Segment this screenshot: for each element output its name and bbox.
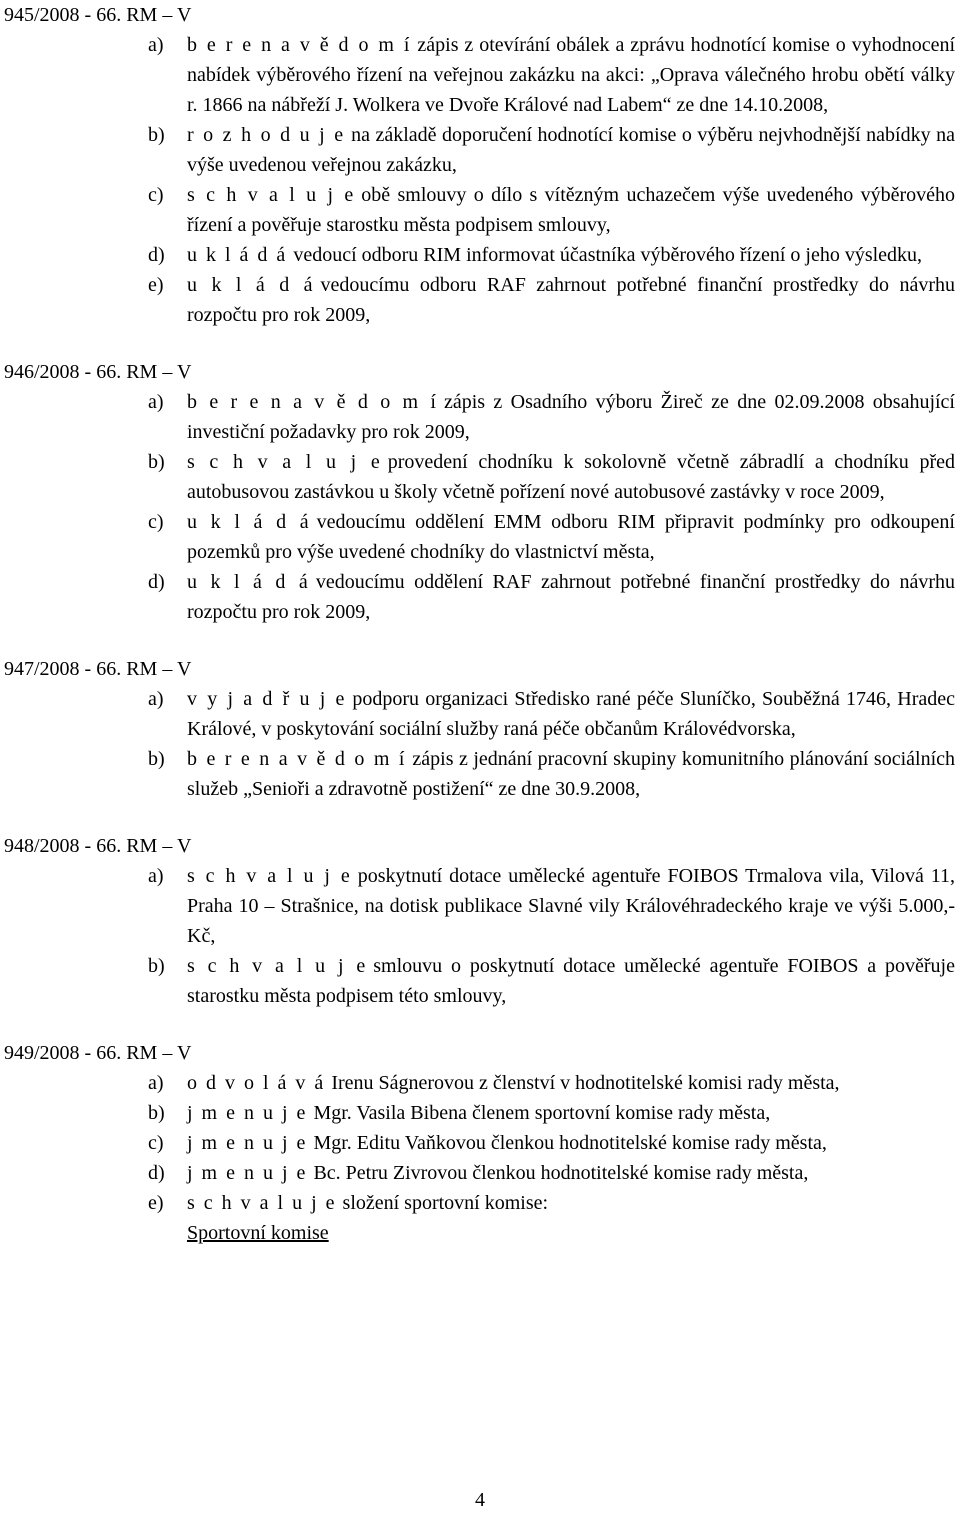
page-number: 4 <box>475 1489 485 1511</box>
resolution-item <box>0 1158 960 1188</box>
item-letter: c) <box>148 1132 164 1154</box>
item-letter: b) <box>148 1102 165 1124</box>
item-text: zápis z Osadního výboru Žireč ze dne 02.09.2008 obsahující investiční požadavky pro rok 2009, <box>187 391 955 443</box>
item-text: vedoucímu odboru RAF zahrnout potřebné finanční prostředky do návrhu rozpočtu pro rok 2009, <box>187 274 956 326</box>
item-letter: b) <box>148 124 165 146</box>
item-text: poskytnutí dotace umělecké agentuře FOIBOS Trmalova vila, Vilová 11, Praha 10 – Strašnice, na dotisk publikace Slavné vily Královéhradeckého kraje ve výši 5.000,- Kč, <box>187 865 956 947</box>
resolution-item <box>0 1068 960 1098</box>
item-verb: s c h v a l u j e <box>187 184 356 206</box>
item-letter: e) <box>148 1192 164 1214</box>
item-verb: u k l á d á <box>187 511 311 533</box>
resolution-number: 946/2008 - 66. RM – V <box>4 361 192 383</box>
item-text: na základě doporučení hodnotící komise o výběru nejvhodnější nabídky na výše uvedenou veřejnou zakázku, <box>187 124 955 176</box>
item-letter: d) <box>148 571 165 593</box>
resolution-item <box>0 1188 960 1248</box>
resolution-number: 948/2008 - 66. RM – V <box>4 835 192 857</box>
resolution-item <box>0 861 960 951</box>
item-text: Bc. Petru Zivrovou členkou hodnotitelské komise rady města, <box>313 1162 809 1184</box>
item-verb: o d v o l á v á <box>187 1072 326 1094</box>
item-verb: r o z h o d u j e <box>187 124 346 146</box>
resolution-item <box>0 387 960 447</box>
item-letter: e) <box>148 274 164 296</box>
item-letter: c) <box>148 511 164 533</box>
resolution-number: 949/2008 - 66. RM – V <box>4 1042 192 1064</box>
resolution-item <box>0 507 960 567</box>
resolution-item <box>0 270 960 330</box>
resolution-item <box>0 1128 960 1158</box>
item-text: vedoucí odboru RIM informovat účastníka výběrového řízení o jeho výsledku, <box>293 244 923 266</box>
resolution-item <box>0 180 960 240</box>
resolution-item <box>0 240 960 270</box>
item-verb: u k l á d á <box>187 244 288 266</box>
item-verb: b e r e n a v ě d o m í <box>187 34 412 56</box>
item-letter: a) <box>148 688 164 710</box>
resolution-item <box>0 567 960 627</box>
item-letter: a) <box>148 391 164 413</box>
item-letter: d) <box>148 1162 165 1184</box>
item-letter: c) <box>148 184 164 206</box>
item-text: vedoucímu oddělení EMM odboru RIM připravit podmínky pro odkoupení pozemků pro výše uvedené chodníky do vlastnictví města, <box>187 511 955 563</box>
item-text: vedoucímu oddělení RAF zahrnout potřebné finanční prostředky do návrhu rozpočtu pro rok 2009, <box>187 571 955 623</box>
item-letter: a) <box>148 1072 164 1094</box>
item-letter: b) <box>148 955 165 977</box>
item-text: Mgr. Editu Vaňkovou členkou hodnotitelské komise rady města, <box>313 1132 827 1154</box>
resolution-block <box>0 831 960 1011</box>
item-text: Mgr. Vasila Bibena členem sportovní komise rady města, <box>313 1102 771 1124</box>
item-verb: u k l á d á <box>187 571 310 593</box>
item-verb: j m e n u j e <box>187 1162 308 1184</box>
resolution-block <box>0 1038 960 1248</box>
resolution-number: 945/2008 - 66. RM – V <box>4 4 192 26</box>
item-verb: j m e n u j e <box>187 1102 308 1124</box>
item-text: složení sportovní komise: <box>342 1192 549 1214</box>
resolution-block <box>0 0 960 330</box>
item-letter: a) <box>148 34 164 56</box>
resolution-number: 947/2008 - 66. RM – V <box>4 658 192 680</box>
resolution-items <box>0 861 960 1011</box>
item-verb: j m e n u j e <box>187 1132 308 1154</box>
resolution-block <box>0 357 960 627</box>
item-text: podporu organizaci Středisko rané péče Sluníčko, Souběžná 1746, Hradec Králové, v poskytování sociální služby raná péče občanům Královédvorska, <box>187 688 955 740</box>
resolution-items <box>0 1068 960 1248</box>
resolution-item <box>0 684 960 744</box>
item-verb: s c h v a l u j e <box>187 955 368 977</box>
item-letter: a) <box>148 865 164 887</box>
resolution-item <box>0 1098 960 1128</box>
resolution-item <box>0 744 960 804</box>
resolution-item <box>0 120 960 180</box>
item-verb: b e r e n a v ě d o m í <box>187 748 407 770</box>
resolution-item <box>0 30 960 120</box>
item-letter: d) <box>148 244 165 266</box>
item-verb: b e r e n a v ě d o m í <box>187 391 438 413</box>
item-verb: s c h v a l u j e <box>187 1192 337 1214</box>
resolution-item <box>0 951 960 1011</box>
resolution-items <box>0 684 960 804</box>
item-text: zápis z otevírání obálek a zprávu hodnotící komise o vyhodnocení nabídek výběrového řízení na veřejnou zakázku na akci: „Oprava válečného hrobu obětí války r. 1866 na nábřeží J. Wolkera ve Dvoře Králové nad Labem“ ze dne 14.10.2008, <box>187 34 955 116</box>
item-text: Irenu Ságnerovou z členství v hodnotitelské komisi rady města, <box>331 1072 840 1094</box>
resolution-item <box>0 447 960 507</box>
resolution-items <box>0 30 960 330</box>
resolution-block <box>0 654 960 804</box>
resolution-items <box>0 387 960 627</box>
item-text: obě smlouvy o dílo s vítězným uchazečem výše uvedeného výběrového řízení a pověřuje starostku města podpisem smlouvy, <box>187 184 955 236</box>
item-letter: b) <box>148 748 165 770</box>
item-verb: u k l á d á <box>187 274 315 296</box>
item-text: zápis z jednání pracovní skupiny komunitního plánování sociálních služeb „Senioři a zdravotně postižení“ ze dne 30.9.2008, <box>187 748 956 800</box>
item-subheading: Sportovní komise <box>187 1222 329 1244</box>
item-verb: v y j a d ř u j e <box>187 688 347 710</box>
item-text: provedení chodníku k sokolovně včetně zábradlí a chodníku před autobusovou zastávkou u školy včetně pořízení nové autobusové zastávky v roce 2009, <box>187 451 955 503</box>
item-verb: s c h v a l u j e <box>187 865 352 887</box>
item-letter: b) <box>148 451 165 473</box>
item-verb: s c h v a l u j e <box>187 451 382 473</box>
item-text: smlouvu o poskytnutí dotace umělecké agentuře FOIBOS a pověřuje starostku města podpisem této smlouvy, <box>187 955 955 1007</box>
